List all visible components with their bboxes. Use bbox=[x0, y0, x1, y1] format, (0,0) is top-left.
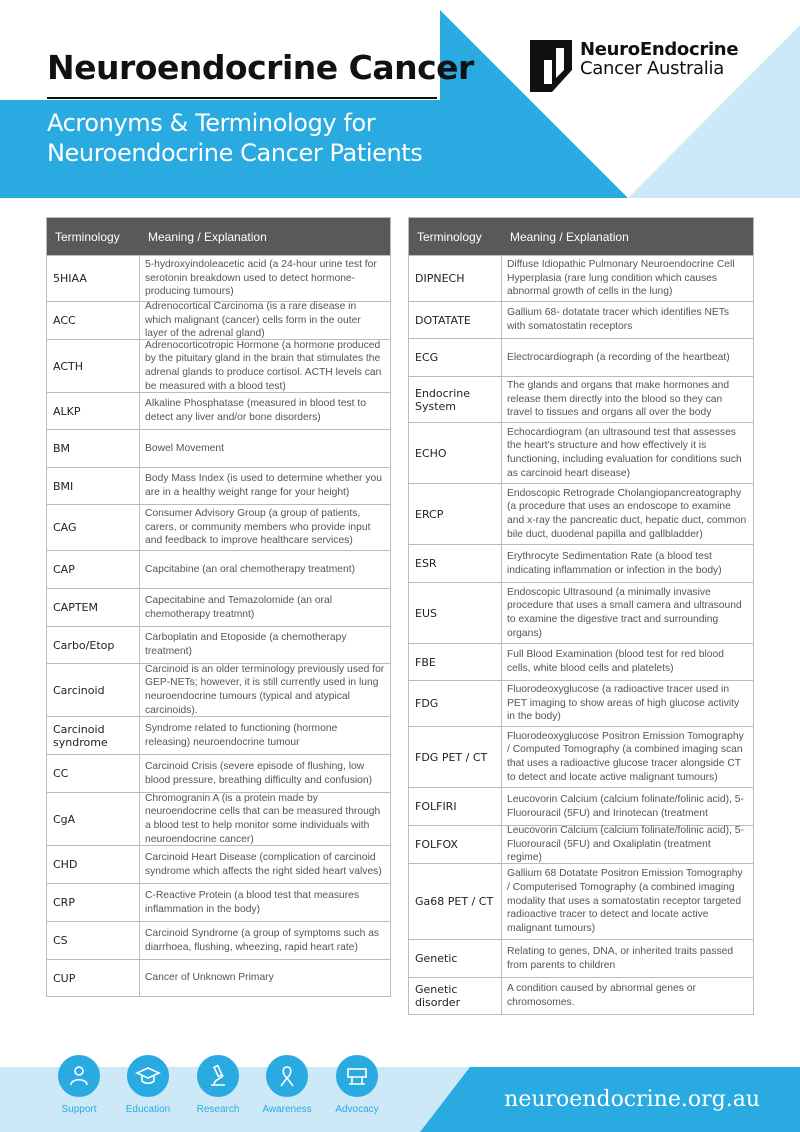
meaning-cell: Capcitabine (an oral chemotherapy treatment) bbox=[145, 563, 356, 575]
meaning-cell: Carcinoid Crisis (severe episode of flushing, low blood pressure, breathing difficulty and confusion) bbox=[145, 760, 373, 786]
meaning-cell: Chromogranin A (is a protein made by neuroendocrine cells that can be measured through a blood test to help monitor some individuals with neuroendocrine cancer) bbox=[145, 792, 381, 845]
meaning-cell: A condition caused by abnormal genes or chromosomes. bbox=[507, 983, 696, 1008]
term-cell: Carcinoid syndrome bbox=[47, 717, 140, 754]
table-row bbox=[409, 726, 753, 787]
term-cell: FDG bbox=[409, 681, 502, 726]
term-cell: Carbo/Etop bbox=[47, 627, 140, 663]
table-row bbox=[47, 663, 390, 716]
graduation-cap-icon bbox=[127, 1055, 169, 1097]
header-meaning: Meaning / Explanation bbox=[148, 229, 267, 244]
term-cell: CRP bbox=[47, 884, 140, 921]
table-row bbox=[47, 845, 390, 883]
meaning-cell: Fluorodeoxyglucose (a radioactive tracer used in PET imaging to show areas of high glucose activity in the body) bbox=[507, 683, 740, 723]
term-cell: Endocrine System bbox=[409, 377, 502, 422]
meaning-cell: Endoscopic Retrograde Cholangiopancreatography (a procedure that uses an endoscope to examine and x-ray the pancreatic duct, hepatic duct, common bile duct, duodenal papilla and gallbladder) bbox=[507, 487, 747, 540]
table-row bbox=[47, 716, 390, 754]
logo bbox=[530, 40, 740, 95]
table-row bbox=[47, 921, 390, 959]
subtitle-line-2: Neuroendocrine Cancer Patients bbox=[47, 139, 423, 167]
table-row bbox=[409, 825, 753, 863]
header-meaning: Meaning / Explanation bbox=[510, 229, 629, 244]
table-row bbox=[47, 429, 390, 467]
table-header bbox=[47, 218, 390, 255]
microscope-icon bbox=[197, 1055, 239, 1097]
title-divider bbox=[47, 97, 437, 99]
logo-line-1: NeuroEndocrine bbox=[580, 39, 739, 60]
table-row bbox=[409, 582, 753, 643]
term-cell: Genetic bbox=[409, 940, 502, 977]
footer-item-advocacy[interactable] bbox=[327, 1055, 387, 1115]
term-cell: FOLFOX bbox=[409, 826, 502, 863]
meaning-cell: Gallium 68 Dotatate Positron Emission Tomography / Computerised Tomography (a combined imaging modality that uses a somatostatin receptor targeted radioactive tracer to detect and locate active malignant tumours) bbox=[507, 868, 743, 935]
page-subtitle bbox=[47, 108, 422, 168]
table-row bbox=[47, 301, 390, 339]
footer-item-support[interactable] bbox=[49, 1055, 109, 1115]
table-row bbox=[47, 792, 390, 845]
meaning-cell: Leucovorin Calcium (calcium folinate/folinic acid), 5-Fluorouracil (5FU) and Oxaliplatin (treatment regime) bbox=[507, 824, 744, 864]
meaning-cell: Carcinoid Syndrome (a group of symptoms such as diarrhoea, flushing, wheezing, rapid heart rate) bbox=[145, 927, 380, 953]
meaning-cell: Gallium 68- dotatate tracer which identifies NETs with somatostatin receptors bbox=[507, 307, 730, 332]
table-row bbox=[409, 680, 753, 726]
table-row bbox=[409, 338, 753, 376]
logo-text bbox=[580, 40, 738, 78]
term-cell: ECG bbox=[409, 339, 502, 376]
term-cell: ESR bbox=[409, 545, 502, 582]
term-cell: CAPTEM bbox=[47, 589, 140, 626]
logo-mark-icon bbox=[530, 40, 572, 92]
term-cell: DOTATATE bbox=[409, 302, 502, 338]
term-cell: CAP bbox=[47, 551, 140, 588]
term-cell: ALKP bbox=[47, 393, 140, 429]
header-terminology: Terminology bbox=[417, 229, 482, 244]
term-cell: CS bbox=[47, 922, 140, 959]
meaning-cell: Electrocardiograph (a recording of the heartbeat) bbox=[507, 351, 730, 363]
term-cell: ACTH bbox=[47, 340, 140, 392]
footer-item-awareness[interactable] bbox=[257, 1055, 317, 1115]
table-row bbox=[47, 959, 390, 996]
footer-item-label: Advocacy bbox=[335, 1104, 379, 1115]
term-cell: CgA bbox=[47, 793, 140, 845]
table-row bbox=[409, 977, 753, 1014]
meaning-cell: Adrenocorticotropic Hormone (a hormone produced by the pituitary gland in the brain that stimulates the adrenal glands to produce cortisol. ACTH levels can be measured with a blood test) bbox=[145, 339, 382, 392]
meaning-cell: Echocardiogram (an ultrasound test that assesses the heart's structure and how effectively it is functioning, including evaluation for conditions such as carcinoid heart disease) bbox=[507, 426, 742, 479]
term-cell: DIPNECH bbox=[409, 256, 502, 301]
table-row bbox=[47, 588, 390, 626]
table-row bbox=[409, 643, 753, 680]
table-row bbox=[409, 422, 753, 483]
term-cell: ECHO bbox=[409, 423, 502, 483]
meaning-cell: Body Mass Index (is used to determine whether you are in a healthy weight range for your height) bbox=[145, 473, 382, 498]
meaning-cell: Endoscopic Ultrasound (a minimally invasive procedure that uses a small camera and ultrasound to examine the digestive tract and surrounding organs) bbox=[507, 586, 742, 639]
table-row bbox=[47, 550, 390, 588]
meaning-cell: Alkaline Phosphatase (measured in blood test to detect any liver and/or bone disorders) bbox=[145, 398, 366, 423]
term-cell: Genetic disorder bbox=[409, 978, 502, 1014]
advocacy-icon bbox=[336, 1055, 378, 1097]
table-row bbox=[409, 255, 753, 301]
table-row bbox=[409, 483, 753, 544]
footer-item-education[interactable] bbox=[118, 1055, 178, 1115]
term-cell: Carcinoid bbox=[47, 664, 140, 716]
term-cell: ACC bbox=[47, 302, 140, 339]
meaning-cell: Carcinoid is an older terminology previously used for GEP-NETs; however, it is still currently used in lung neuroendocrine tumours (typical and atypical carcinoids). bbox=[145, 663, 385, 716]
header-shapes bbox=[0, 0, 800, 198]
meaning-cell: Carboplatin and Etoposide (a chemotherapy treatment) bbox=[145, 632, 347, 657]
table-row bbox=[409, 376, 753, 422]
term-cell: BMI bbox=[47, 468, 140, 504]
terminology-table-right bbox=[408, 217, 754, 1015]
table-row bbox=[47, 392, 390, 429]
table-header bbox=[409, 218, 753, 255]
meaning-cell: C-Reactive Protein (a blood test that measures inflammation in the body) bbox=[145, 889, 360, 915]
meaning-cell: Erythrocyte Sedimentation Rate (a blood test indicating inflammation or infection in the body) bbox=[507, 550, 722, 576]
term-cell: BM bbox=[47, 430, 140, 467]
meaning-cell: Diffuse Idiopathic Pulmonary Neuroendocrine Cell Hyperplasia (rare lung condition which causes abnormal growth of cells in the lung) bbox=[507, 258, 735, 298]
table-row bbox=[47, 883, 390, 921]
term-cell: FDG PET / CT bbox=[409, 727, 502, 787]
table-row bbox=[47, 339, 390, 392]
website-link[interactable]: neuroendocrine.org.au bbox=[504, 1087, 760, 1112]
ribbon-icon bbox=[266, 1055, 308, 1097]
term-cell: EUS bbox=[409, 583, 502, 643]
table-row bbox=[409, 939, 753, 977]
terminology-table-left bbox=[46, 217, 391, 997]
meaning-cell: Relating to genes, DNA, or inherited traits passed from parents to children bbox=[507, 945, 734, 971]
meaning-cell: 5-hydroxyindoleacetic acid (a 24-hour urine test for serotonin breakdown used to detect hormone-producing tumours) bbox=[145, 258, 377, 298]
meaning-cell: Consumer Advisory Group (a group of patients, carers, or community members who provide input and feedback to improve healthcare services) bbox=[145, 507, 371, 547]
footer-item-label: Education bbox=[125, 1104, 171, 1115]
table-row bbox=[47, 504, 390, 550]
term-cell: FBE bbox=[409, 644, 502, 680]
header-banner bbox=[0, 0, 800, 198]
table-row bbox=[409, 544, 753, 582]
term-cell: CHD bbox=[47, 846, 140, 883]
term-cell: ERCP bbox=[409, 484, 502, 544]
footer-item-label: Support bbox=[61, 1104, 97, 1115]
meaning-cell: Syndrome related to functioning (hormone releasing) neuroendocrine tumour bbox=[145, 722, 338, 748]
footer-item-label: Research bbox=[196, 1104, 240, 1115]
term-cell: CC bbox=[47, 755, 140, 792]
term-cell: Ga68 PET / CT bbox=[409, 864, 502, 939]
header-terminology: Terminology bbox=[55, 229, 120, 244]
term-cell: CUP bbox=[47, 960, 140, 996]
meaning-cell: Cancer of Unknown Primary bbox=[145, 972, 274, 984]
table-row bbox=[47, 467, 390, 504]
meaning-cell: Bowel Movement bbox=[145, 442, 224, 454]
table-row bbox=[409, 787, 753, 825]
meaning-cell: Adrenocortical Carcinoma (is a rare disease in which malignant (cancer) cells form in the outer layer of the adrenal gland) bbox=[145, 300, 361, 340]
meaning-cell: The glands and organs that make hormones and release them directly into the blood so they can travel to tissues and organs all over the body bbox=[507, 379, 730, 419]
page-title: Neuroendocrine Cancer bbox=[47, 48, 474, 87]
term-cell: CAG bbox=[47, 505, 140, 550]
meaning-cell: Carcinoid Heart Disease (complication of carcinoid syndrome which affects the right sided heart valves) bbox=[145, 851, 382, 877]
footer-item-research[interactable] bbox=[188, 1055, 248, 1115]
meaning-cell: Capecitabine and Temazolomide (an oral chemotherapy treatmnt) bbox=[145, 594, 332, 620]
table-row bbox=[47, 626, 390, 663]
meaning-cell: Full Blood Examination (blood test for red blood cells, white blood cells and platelets) bbox=[507, 649, 724, 674]
term-cell: 5HIAA bbox=[47, 256, 140, 301]
subtitle-line-1: Acronyms & Terminology for bbox=[47, 109, 376, 137]
logo-line-2: Cancer Australia bbox=[580, 58, 724, 79]
table-row bbox=[409, 863, 753, 939]
term-cell: FOLFIRI bbox=[409, 788, 502, 825]
meaning-cell: Leucovorin Calcium (calcium folinate/folinic acid), 5-Fluorouracil (5FU) and Irinotecan (treatment bbox=[507, 793, 744, 819]
meaning-cell: Fluorodeoxyglucose Positron Emission Tomography / Computed Tomography (a combined imaging scan that uses a radioactive glucose tracer alongside CT to detect and locate active malignant tumours) bbox=[507, 730, 744, 783]
support-icon bbox=[58, 1055, 100, 1097]
table-row bbox=[47, 754, 390, 792]
table-row bbox=[47, 255, 390, 301]
table-row bbox=[409, 301, 753, 338]
footer-item-label: Awareness bbox=[262, 1104, 312, 1115]
